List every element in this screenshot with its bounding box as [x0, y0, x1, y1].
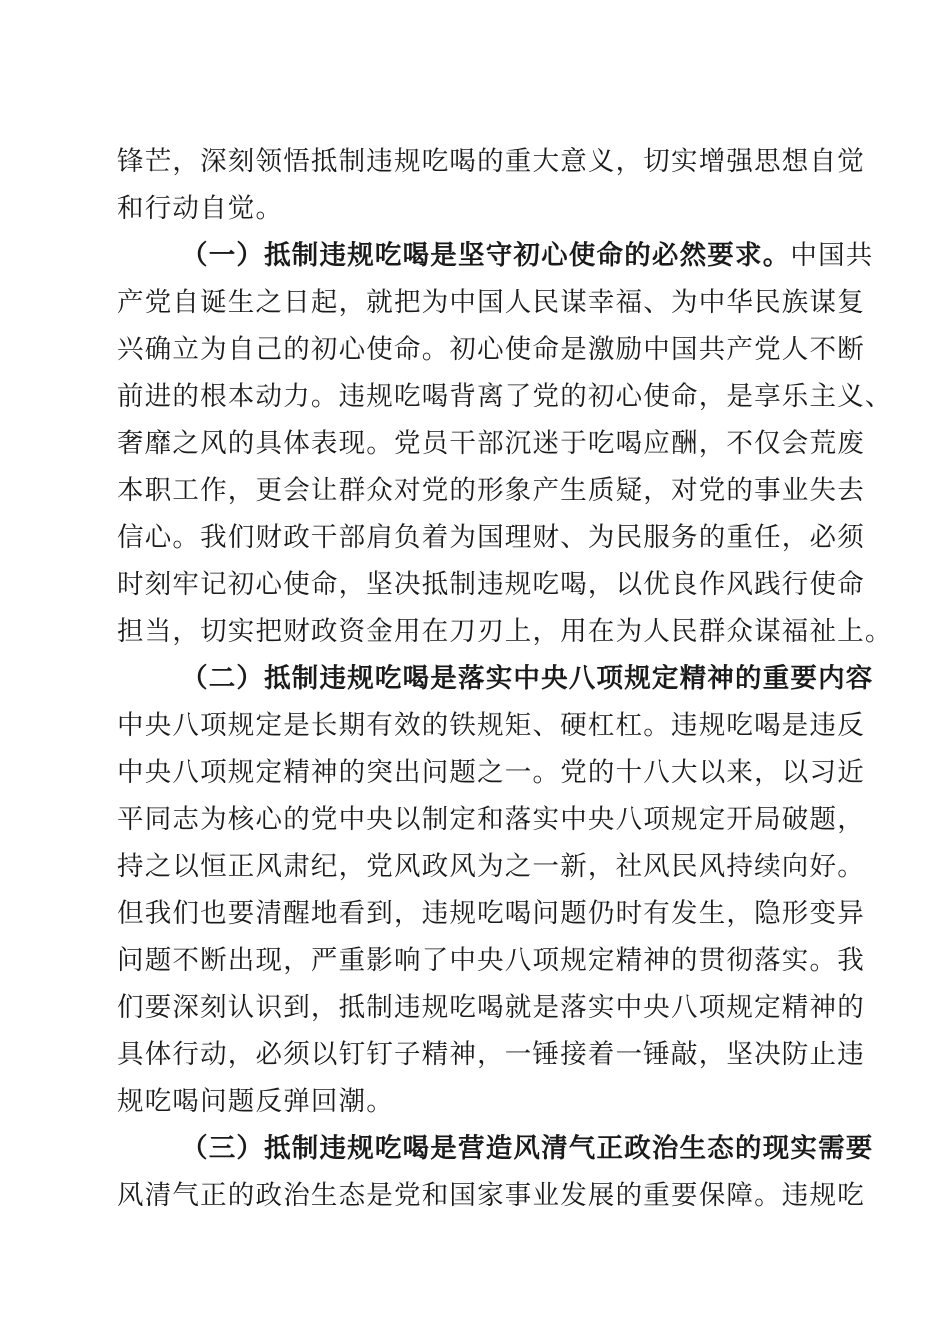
text-line: 中央八项规定精神的突出问题之一。党的十八大以来，以习近	[117, 757, 865, 788]
text-line: 们要深刻认识到，抵制违规吃喝就是落实中央八项规定精神的	[117, 992, 865, 1023]
text-line: 锋芒，深刻领悟抵制违规吃喝的重大意义，切实增强思想自觉	[117, 146, 865, 177]
text-line: 本职工作，更会让群众对党的形象产生质疑，对党的事业失去	[117, 475, 865, 506]
text-line: 平同志为核心的党中央以制定和落实中央八项规定开局破题，	[117, 804, 865, 835]
section-heading-2: （二）抵制违规吃喝是落实中央八项规定精神的重要内容	[181, 663, 874, 694]
text-line: 奢靡之风的具体表现。党员干部沉迷于吃喝应酬，不仅会荒废	[117, 428, 865, 459]
text-line: 问题不断出现，严重影响了中央八项规定精神的贯彻落实。我	[117, 945, 865, 976]
text-line: 时刻牢记初心使命，坚决抵制违规吃喝，以优良作风践行使命	[117, 569, 865, 600]
text-line: 具体行动，必须以钉钉子精神，一锤接着一锤敲，坚决防止违	[117, 1039, 865, 1070]
section-heading-1: （一）抵制违规吃喝是坚守初心使命的必然要求。	[181, 240, 791, 271]
text-line: 风清气正的政治生态是党和国家事业发展的重要保障。违规吃	[117, 1180, 865, 1211]
text-line: 担当，切实把财政资金用在刀刃上，用在为人民群众谋福祉上。	[117, 616, 893, 647]
text-line: 产党自诞生之日起，就把为中国人民谋幸福、为中华民族谋复	[117, 287, 865, 318]
text-fragment: 中国共	[790, 240, 874, 271]
text-line: 前进的根本动力。违规吃喝背离了党的初心使命，是享乐主义、	[117, 381, 893, 412]
text-line: 规吃喝问题反弹回潮。	[117, 1086, 394, 1117]
paragraph-first-line	[181, 236, 874, 276]
text-line: 持之以恒正风肃纪，党风政风为之一新，社风民风持续向好。	[117, 851, 865, 882]
text-line: 和行动自觉。	[117, 193, 284, 224]
text-line: 中央八项规定是长期有效的铁规矩、硬杠杠。违规吃喝是违反	[117, 710, 865, 741]
text-line: 兴确立为自己的初心使命。初心使命是激励中国共产党人不断	[117, 334, 865, 365]
text-line: 信心。我们财政干部肩负着为国理财、为民服务的重任，必须	[117, 522, 865, 553]
text-line: 但我们也要清醒地看到，违规吃喝问题仍时有发生，隐形变异	[117, 898, 865, 929]
section-heading-3: （三）抵制违规吃喝是营造风清气正政治生态的现实需要	[181, 1133, 874, 1164]
